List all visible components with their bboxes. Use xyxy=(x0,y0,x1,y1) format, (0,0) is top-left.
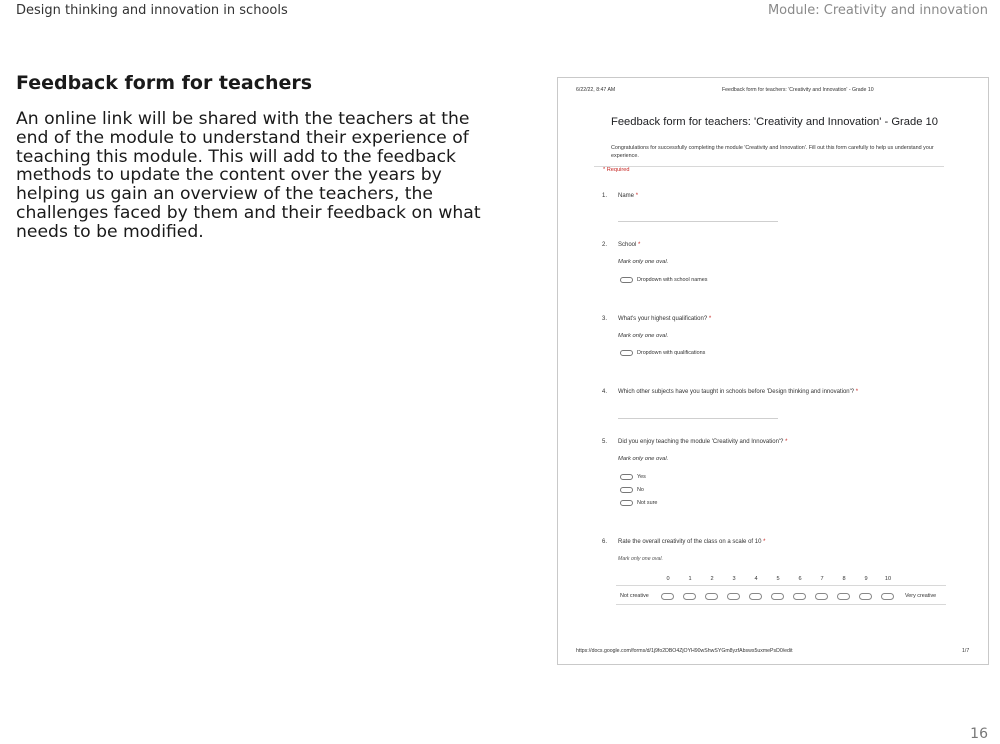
option-label: Not sure xyxy=(637,500,658,506)
scale-oval-1[interactable] xyxy=(683,593,696,600)
scale-divider-top xyxy=(616,585,946,586)
question-qualification: What's your highest qualification? * xyxy=(618,316,712,322)
scale-number: 10 xyxy=(884,576,892,582)
scale-number: 4 xyxy=(754,576,758,582)
option-label: Dropdown with school names xyxy=(637,277,708,283)
question-number: 5. xyxy=(602,439,608,445)
scale-oval-8[interactable] xyxy=(837,593,850,600)
form-printout xyxy=(557,77,989,665)
scale-oval-7[interactable] xyxy=(815,593,828,600)
scale-number: 2 xyxy=(710,576,714,582)
question-number: 4. xyxy=(602,389,608,395)
header-course-title: Design thinking and innovation in schools xyxy=(16,3,288,18)
scale-number: 3 xyxy=(732,576,736,582)
header-module-name: Module: Creativity and innovation xyxy=(767,3,988,18)
scale-oval-10[interactable] xyxy=(881,593,894,600)
question-number: 1. xyxy=(602,193,608,199)
mark-only-one-hint: Mark only one oval. xyxy=(618,333,669,339)
scale-oval-6[interactable] xyxy=(793,593,806,600)
scale-oval-4[interactable] xyxy=(749,593,762,600)
form-title: Feedback form for teachers: 'Creativity and Innovation' - Grade 10 xyxy=(611,116,939,128)
radio-oval[interactable] xyxy=(620,277,633,283)
radio-oval-yes[interactable] xyxy=(620,474,633,480)
print-header: Feedback form for teachers: 'Creativity and Innovation' - Grade 10 xyxy=(722,87,874,93)
mark-only-one-hint: Mark only one oval. xyxy=(618,456,669,462)
radio-oval[interactable] xyxy=(620,350,633,356)
radio-oval-not-sure[interactable] xyxy=(620,500,633,506)
question-school: School * xyxy=(618,242,641,248)
scale-number: 6 xyxy=(798,576,802,582)
scale-low-label: Not creative xyxy=(620,593,649,599)
radio-oval-no[interactable] xyxy=(620,487,633,493)
question-number: 3. xyxy=(602,316,608,322)
scale-number: 5 xyxy=(776,576,780,582)
scale-oval-5[interactable] xyxy=(771,593,784,600)
scale-number: 0 xyxy=(666,576,670,582)
print-date: 6/22/22, 8:47 AM xyxy=(576,87,616,93)
scale-oval-3[interactable] xyxy=(727,593,740,600)
scale-number: 1 xyxy=(688,576,692,582)
slide-title: Feedback form for teachers xyxy=(16,72,313,94)
question-rate-creativity: Rate the overall creativity of the class on a scale of 10 * xyxy=(618,539,766,545)
scale-divider-bottom xyxy=(616,604,946,605)
form-description: Congratulations for successfully completing the module 'Creativity and Innovation'. Fill out this form carefully to help us understand your experience. xyxy=(611,145,934,160)
mark-only-one-hint: Mark only one oval. xyxy=(618,556,663,562)
slide-body-text: An online link will be shared with the teachers at the end of the module to understand their experience of teaching this module. This will add to the feedback methods to update the content over the years by helping us gain an overview of the teachers, the challenges faced by them and their feedback on what needs to be modified. xyxy=(16,109,481,242)
question-enjoy-teaching: Did you enjoy teaching the module 'Creativity and Innovation'? * xyxy=(618,439,788,445)
scale-oval-2[interactable] xyxy=(705,593,718,600)
scale-number: 7 xyxy=(820,576,824,582)
option-label: Yes xyxy=(637,474,646,480)
scale-number: 8 xyxy=(842,576,846,582)
page-number: 16 xyxy=(970,726,988,742)
question-number: 6. xyxy=(602,539,608,545)
footer-page: 1/7 xyxy=(962,648,970,654)
scale-oval-0[interactable] xyxy=(661,593,674,600)
scale-oval-9[interactable] xyxy=(859,593,872,600)
name-answer-line[interactable] xyxy=(618,221,778,222)
divider xyxy=(594,166,944,167)
mark-only-one-hint: Mark only one oval. xyxy=(618,259,669,265)
question-number: 2. xyxy=(602,242,608,248)
option-label: Dropdown with qualifications xyxy=(637,350,706,356)
option-label: No xyxy=(637,487,644,493)
footer-url: https://docs.google.com/forms/d/1j9fo2DBO4ZjOYH90wShwSYGm8yzfAbsws5uxmePsD0/edit xyxy=(576,648,793,654)
required-note: * Required xyxy=(603,167,630,173)
question-name: Name * xyxy=(618,193,639,199)
subjects-answer-line[interactable] xyxy=(618,418,778,419)
question-other-subjects: Which other subjects have you taught in schools before 'Design thinking and innovation'? * xyxy=(618,389,859,395)
scale-high-label: Very creative xyxy=(905,593,937,599)
scale-number: 9 xyxy=(864,576,868,582)
